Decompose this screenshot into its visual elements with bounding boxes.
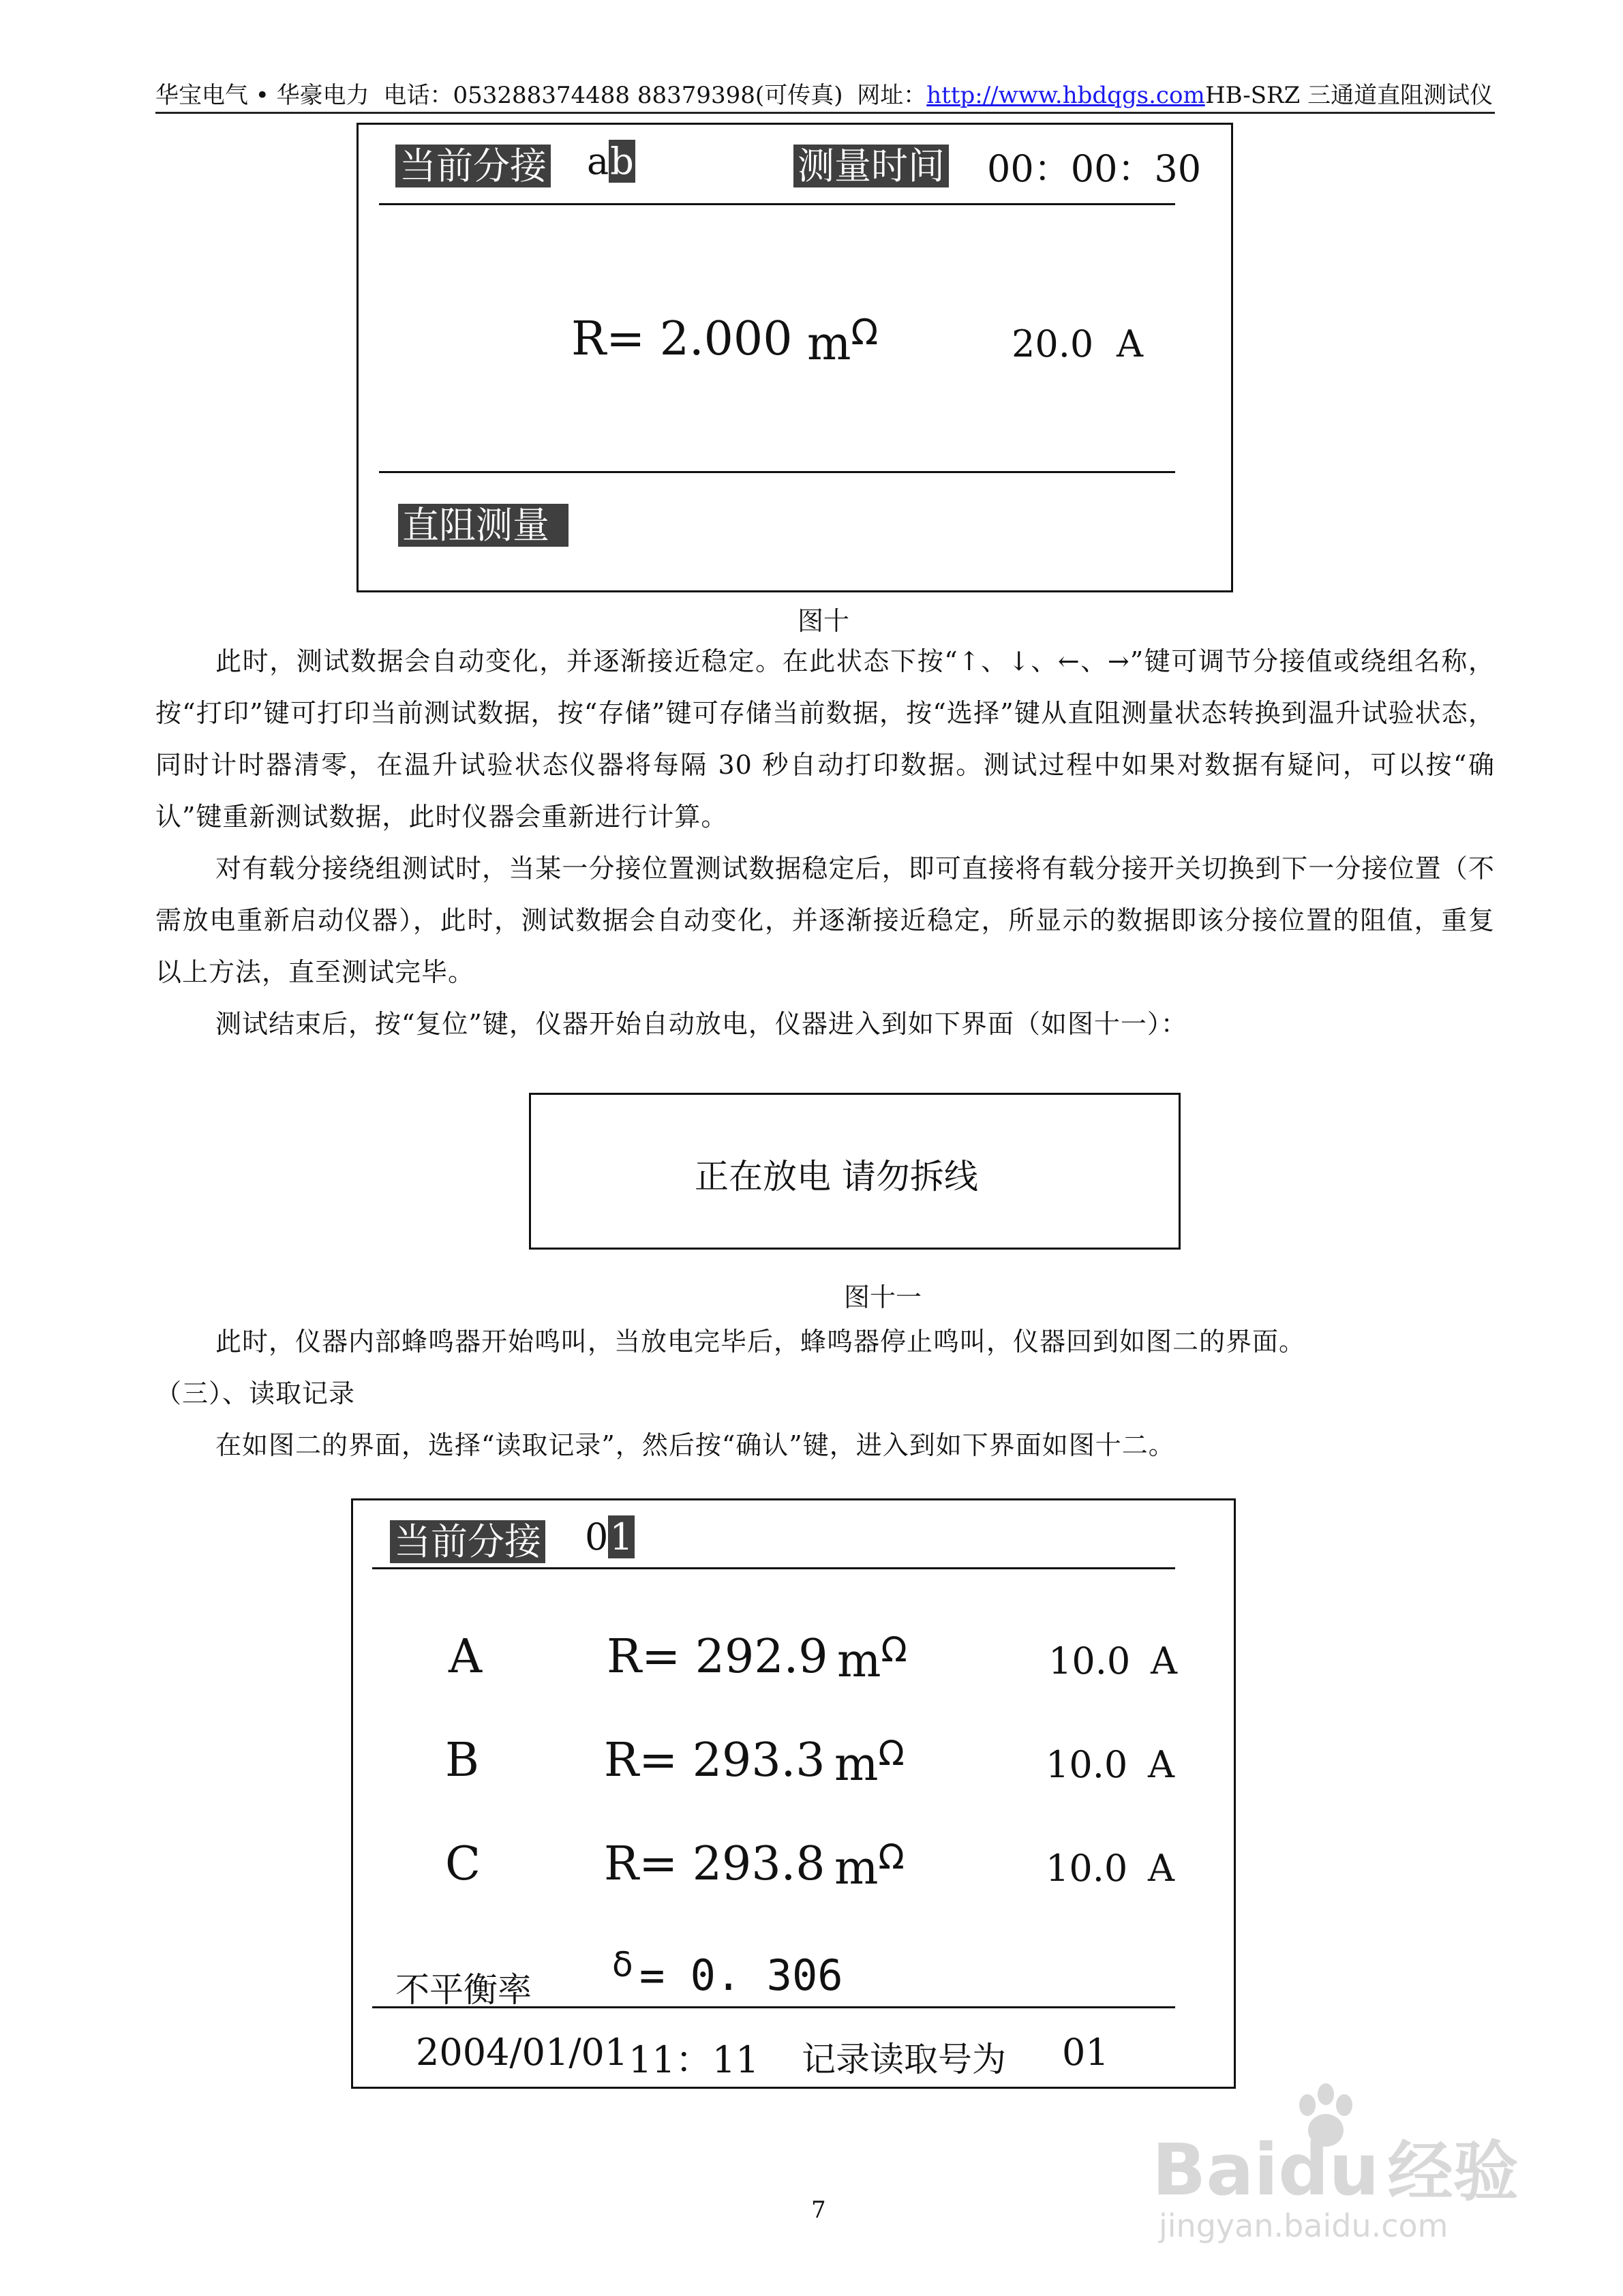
fig10-unit-m: m <box>807 317 851 371</box>
paragraph-5: 在如图二的界面，选择“读取记录”，然后按“确认”键，进入到如下界面如图十二。 <box>215 1430 1175 1460</box>
fig12-bottom-rule <box>372 2006 1175 2008</box>
fig12-row-unit-m: m <box>834 1738 879 1792</box>
fig12-row-phase: A <box>449 1630 483 1684</box>
fig12-row-unit-m: m <box>834 1841 879 1895</box>
page-number: 7 <box>811 2196 826 2224</box>
fig12-row-phase: B <box>445 1734 479 1787</box>
fig12-date: 2004/01/01 <box>416 2031 628 2074</box>
figure-10-lcd <box>357 123 1233 592</box>
fig12-row-unit <box>834 1734 905 1792</box>
fig10-tap-value <box>587 140 635 183</box>
fig12-row-current: 10.0 <box>1048 1640 1131 1682</box>
fig12-top-rule <box>372 1567 1175 1569</box>
fig10-mode-label: 直阻测量 <box>398 504 568 547</box>
fig12-row-ohm-icon: Ω <box>878 1734 905 1773</box>
fig10-caption: 图十 <box>798 606 850 636</box>
fig12-record-no: 01 <box>1062 2031 1109 2074</box>
fig10-current-unit: A <box>1117 322 1143 365</box>
header-phone: 053288374488 88379398(可传真) <box>453 82 843 109</box>
fig10-tap-label-wrap <box>395 137 551 190</box>
fig12-row-current: 10.0 <box>1046 1847 1128 1890</box>
baidu-watermark <box>1152 2079 1534 2243</box>
header-phone-label: 电话： <box>383 82 453 109</box>
section-heading-wrap <box>155 1368 1495 1419</box>
fig11-message: 正在放电 请勿拆线 <box>695 1157 978 1196</box>
paragraph-3: 测试结束后，按“复位”键，仪器开始自动放电，仪器进入到如下界面（如图十一）： <box>215 1009 1187 1039</box>
fig10-time-value: 00：00：30 <box>987 147 1202 190</box>
fig12-tap-label: 当前分接 <box>390 1520 545 1563</box>
fig10-tap-value-b: b <box>610 140 634 183</box>
page-header <box>155 76 1205 110</box>
fig12-row-resistance: R= 292.9 <box>607 1630 828 1684</box>
fig12-delta-icon: δ <box>612 1945 633 1984</box>
body-text-2 <box>155 1316 1495 1368</box>
fig12-row-c <box>353 1837 1232 1899</box>
header-website-link[interactable]: http://www.hbdqgs.com <box>926 82 1205 109</box>
figure-11-lcd <box>529 1093 1181 1250</box>
fig12-row-current-unit: A <box>1151 1640 1177 1682</box>
fig10-top-rule <box>379 203 1175 205</box>
fig10-mode-wrap <box>398 496 568 549</box>
section-heading: （三）、读取记录 <box>155 1378 356 1408</box>
body-text-3 <box>155 1419 1495 1471</box>
paragraph-4: 此时，仪器内部蜂鸣器开始鸣叫，当放电完毕后，蜂鸣器停止鸣叫，仪器回到如图二的界面。 <box>215 1327 1306 1357</box>
fig12-row-current-unit: A <box>1148 1743 1174 1786</box>
header-divider <box>155 112 1495 114</box>
fig10-tap-value-a: a <box>587 140 609 183</box>
watermark-url: jingyan.baidu.com <box>1159 2207 1448 2244</box>
fig12-time: 11：11 <box>628 2038 759 2081</box>
watermark-brand-text: Baidu <box>1152 2128 1380 2211</box>
fig10-ohm-icon: Ω <box>851 312 879 353</box>
fig12-row-ohm-icon: Ω <box>878 1837 905 1877</box>
fig12-row-unit-m: m <box>837 1634 881 1688</box>
fig12-row-unit <box>834 1837 905 1895</box>
fig10-time-label-wrap <box>793 137 949 190</box>
fig12-tap-label-wrap <box>390 1513 545 1565</box>
fig11-caption: 图十一 <box>844 1282 922 1312</box>
fig12-imbalance-label: 不平衡率 <box>395 1970 532 2010</box>
header-website-label: 网址： <box>857 82 927 109</box>
fig12-row-ohm-icon: Ω <box>881 1630 907 1670</box>
paragraph-1: 此时，测试数据会自动变化，并逐渐接近稳定。在此状态下按“↑、↓、←、→”键可调节分接值或绕组名称，按“打印”键可打印当前测试数据，按“存储”键可存储当前数据，按“选择”键从直阻测量状态转换到温升试验状态，同时计时器清零，在温升试验状态仪器将每隔 30 秒自动打印数据。测试过程中如果对数据有疑问，可以按“确认”键重新测试数据，此时仪器会重新进行计算。 <box>155 646 1495 832</box>
fig12-row-b <box>353 1734 1232 1795</box>
fig10-current: 20.0 <box>1012 322 1094 365</box>
fig12-tap-value-b: 1 <box>609 1515 633 1558</box>
fig12-tap-value <box>585 1515 635 1558</box>
fig12-row-current-unit: A <box>1148 1847 1174 1890</box>
watermark-brand <box>1152 2120 1519 2214</box>
fig12-tap-value-a: 0 <box>585 1515 609 1558</box>
watermark-brand-cn: 经验 <box>1387 2134 1519 2210</box>
fig12-row-a <box>353 1630 1232 1691</box>
fig12-row-resistance: R= 293.3 <box>604 1734 825 1787</box>
fig10-tap-label: 当前分接 <box>395 145 551 187</box>
header-product: HB-SRZ 三通道直阻测试仪 <box>1205 82 1493 109</box>
paragraph-2: 对有载分接绕组测试时，当某一分接位置测试数据稳定后，即可直接将有载分接开关切换到下一分接位置（不需放电重新启动仪器），此时，测试数据会自动变化，并逐渐接近稳定，所显示的数据即该分接位置的阻值，重复以上方法，直至测试完毕。 <box>155 854 1495 987</box>
fig10-time-label: 测量时间 <box>793 145 949 187</box>
fig10-bottom-rule <box>379 471 1175 473</box>
fig12-row-phase: C <box>445 1837 481 1891</box>
figure-12-lcd <box>351 1498 1236 2089</box>
fig12-row-unit <box>837 1630 907 1688</box>
fig10-unit <box>807 312 878 371</box>
body-text-1 <box>155 635 1495 1050</box>
fig12-row-resistance: R= 293.8 <box>604 1837 825 1891</box>
fig10-resistance: R= 2.000 <box>571 312 793 366</box>
header-company: 华宝电气 • 华豪电力 <box>155 82 369 109</box>
fig12-record-label: 记录读取号为 <box>802 2040 1006 2079</box>
fig12-imbalance-value: = 0. 306 <box>639 1950 843 2000</box>
fig12-row-current: 10.0 <box>1046 1743 1128 1786</box>
